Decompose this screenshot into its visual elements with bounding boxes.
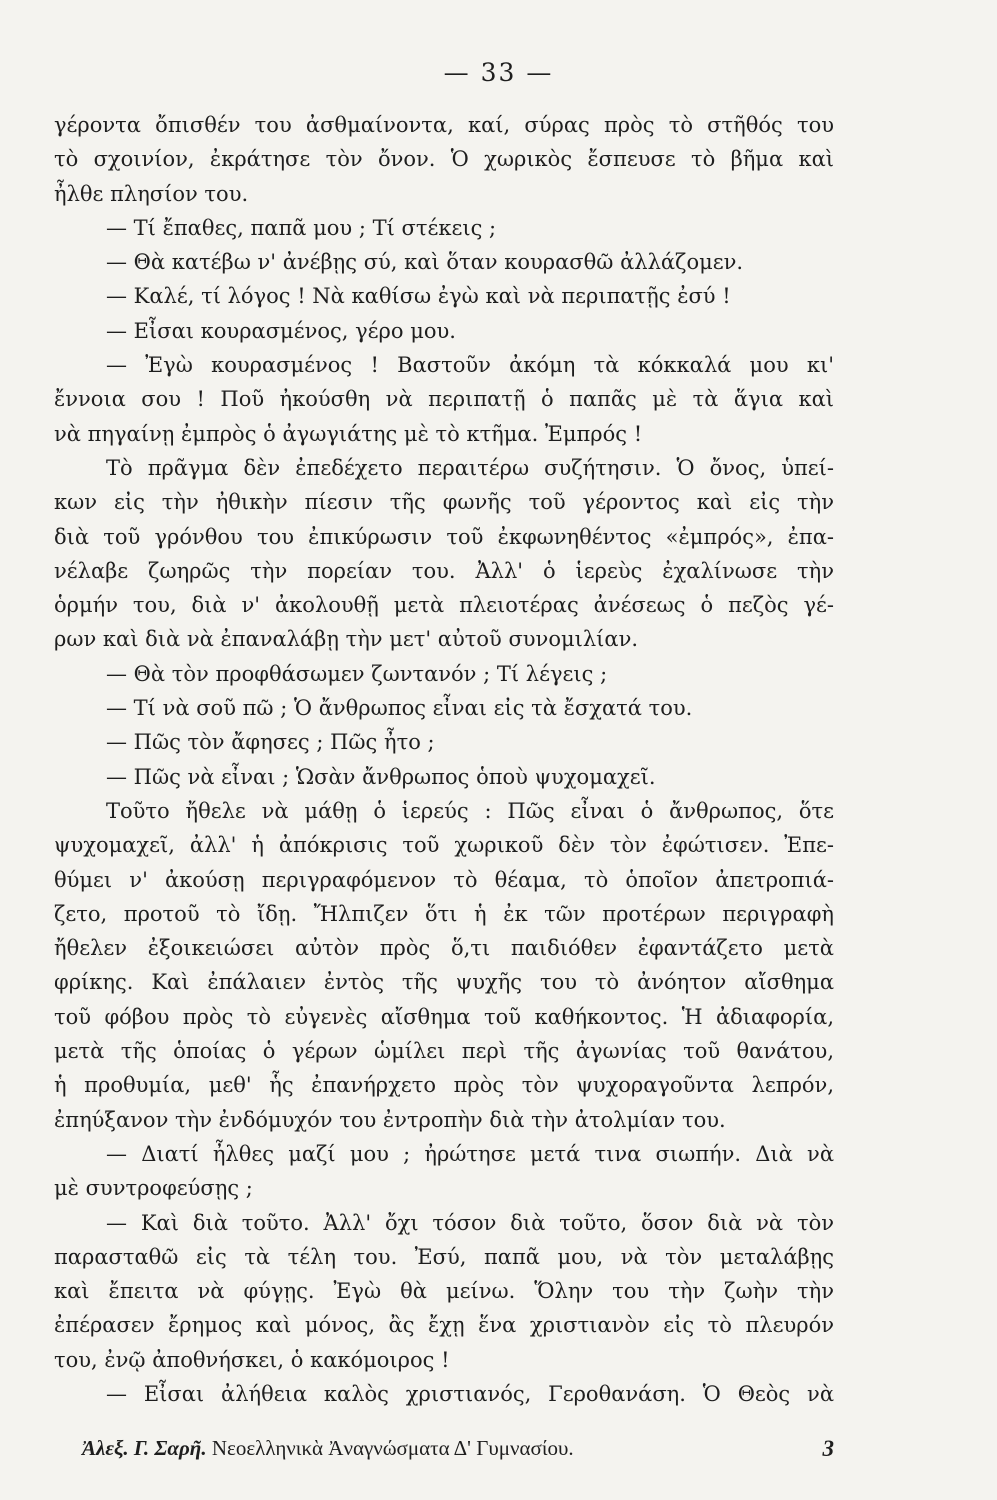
footer-citation [82, 1436, 574, 1462]
text-line: ψυχομαχεῖ, ἀλλ' ἡ ἀπόκρισις τοῦ χωρικοῦ δὲν τὸν ἐφώτισεν. Ἐπε- [54, 833, 834, 858]
text-line: ἐπηύξανον τὴν ἐνδόμυχόν του ἐντροπὴν διὰ τὴν ἀτολμίαν του. [54, 1107, 726, 1132]
text-line: — Ἐγὼ κουρασμένος ! Βαστοῦν ἀκόμη τὰ κόκκαλά μου κι' [106, 353, 834, 378]
text-line: — Καὶ διὰ τοῦτο. Ἀλλ' ὄχι τόσον διὰ τοῦτο, ὅσον διὰ νὰ τὸν [106, 1210, 834, 1235]
text-line: του, ἐνῷ ἀποθνήσκει, ὁ κακόμοιρος ! [54, 1347, 450, 1372]
signature-mark: 3 [822, 1436, 834, 1461]
body-text [54, 108, 834, 1411]
text-line: θύμει ν' ἀκούσῃ περιγραφόμενον τὸ θέαμα, τὸ ὁποῖον ἀπετροπιά- [54, 867, 834, 892]
text-line: μετὰ τῆς ὁποίας ὁ γέρων ὡμίλει περὶ τῆς ἀγωνίας τοῦ θανάτου, [54, 1039, 834, 1064]
text-line: — Εἶσαι ἀλήθεια καλὸς χριστιανός, Γεροθανάση. Ὁ Θεὸς νὰ [106, 1381, 834, 1406]
text-line: διὰ τοῦ γρόνθου του ἐπικύρωσιν τοῦ ἐκφωνηθέντος «ἐμπρός», ἐπα- [54, 524, 834, 549]
text-line: Τοῦτο ἤθελε νὰ μάθῃ ὁ ἱερεύς : Πῶς εἶναι ὁ ἄνθρωπος, ὅτε [106, 798, 834, 823]
text-line: — Θὰ κατέβω ν' ἀνέβῃς σύ, καὶ ὅταν κουρασθῶ ἀλλάζομεν. [106, 250, 744, 275]
text-line: ἤθελεν ἐξοικειώσει αὐτὸν πρὸς ὅ,τι παιδιόθεν ἐφαντάζετο μετὰ [54, 936, 834, 961]
footer-title: Νεοελληνικὰ Ἀναγνώσματα Δ' Γυμνασίου. [211, 1436, 574, 1460]
text-line: ἦλθε πλησίον του. [54, 181, 249, 206]
text-line: — Καλέ, τί λόγος ! Νὰ καθίσω ἐγὼ καὶ νὰ περιπατῇς ἐσύ ! [106, 284, 731, 309]
text-line: φρίκης. Καὶ ἐπάλαιεν ἐντὸς τῆς ψυχῆς του τὸ ἀνόητον αἴσθημα [54, 970, 834, 995]
text-line: καὶ ἔπειτα νὰ φύγῃς. Ἐγὼ θὰ μείνω. Ὅλην του τὴν ζωὴν τὴν [54, 1279, 834, 1304]
text-line: ζετο, προτοῦ τὸ ἴδῃ. Ἤλπιζεν ὅτι ἡ ἐκ τῶν προτέρων περιγραφὴ [54, 901, 834, 926]
footer [82, 1436, 834, 1462]
text-line: ἔννοια σου ! Ποῦ ἠκούσθη νὰ περιπατῇ ὁ παπᾶς μὲ τὰ ἅγια καὶ [54, 387, 834, 412]
text-line: — Τί ἔπαθες, παπᾶ μου ; Τί στέκεις ; [106, 215, 497, 240]
text-line: ὁρμήν του, διὰ ν' ἀκολουθῇ μετὰ πλειοτέρας ἀνέσεως ὁ πεζὸς γέ- [54, 593, 834, 618]
text-line: μὲ συντροφεύσῃς ; [54, 1176, 253, 1201]
text-line: — Τί νὰ σοῦ πῶ ; Ὁ ἄνθρωπος εἶναι εἰς τὰ ἔσχατά του. [106, 696, 693, 721]
text-line: — Διατί ἦλθες μαζί μου ; ἠρώτησε μετά τινα σιωπήν. Διὰ νὰ [106, 1141, 834, 1166]
text-line: ἐπέρασεν ἔρημος καὶ μόνος, ἂς ἔχῃ ἕνα χριστιανὸν εἰς τὸ πλευρόν [54, 1313, 834, 1338]
text-line: τοῦ φόβου πρὸς τὸ εὐγενὲς αἴσθημα τοῦ καθήκοντος. Ἡ ἀδιαφορία, [54, 1004, 834, 1029]
text-line: — Πῶς τὸν ἄφησες ; Πῶς ἦτο ; [106, 730, 435, 755]
text-line: τὸ σχοινίον, ἐκράτησε τὸν ὄνον. Ὁ χωρικὸς ἔσπευσε τὸ βῆμα καὶ [54, 147, 834, 172]
text-line: νὰ πηγαίνῃ ἐμπρὸς ὁ ἀγωγιάτης μὲ τὸ κτῆμα. Ἐμπρός ! [54, 421, 643, 446]
text-line: γέροντα ὄπισθέν του ἀσθμαίνοντα, καί, σύρας πρὸς τὸ στῆθός του [54, 113, 834, 137]
text-line: ρων καὶ διὰ νὰ ἐπαναλάβῃ τὴν μετ' αὐτοῦ συνομιλίαν. [54, 627, 639, 652]
text-line: Τὸ πρᾶγμα δὲν ἐπεδέχετο περαιτέρω συζήτησιν. Ὁ ὄνος, ὑπεί- [106, 455, 834, 480]
text-line: — Πῶς νὰ εἶναι ; Ὡσὰν ἄνθρωπος ὁποὺ ψυχομαχεῖ. [106, 764, 656, 789]
text-line: — Θὰ τὸν προφθάσωμεν ζωντανόν ; Τί λέγεις ; [106, 661, 608, 686]
text-line: κων εἰς τὴν ἠθικὴν πίεσιν τῆς φωνῆς τοῦ γέροντος καὶ εἰς τὴν [54, 490, 834, 515]
text-line: ἡ προθυμία, μεθ' ἧς ἐπανήρχετο πρὸς τὸν ψυχοραγοῦντα λεπρόν, [54, 1073, 834, 1098]
text-line: — Εἶσαι κουρασμένος, γέρο μου. [106, 318, 456, 343]
page-number: — 33 — [443, 58, 554, 87]
footer-author: Ἀλεξ. Γ. Σαρῆ. [82, 1436, 207, 1460]
text-line: παρασταθῶ εἰς τὰ τέλη του. Ἐσύ, παπᾶ μου, νὰ τὸν μεταλάβῃς [54, 1244, 834, 1269]
text-line: νέλαβε ζωηρῶς τὴν πορείαν του. Ἀλλ' ὁ ἱερεὺς ἐχαλίνωσε τὴν [54, 558, 834, 583]
